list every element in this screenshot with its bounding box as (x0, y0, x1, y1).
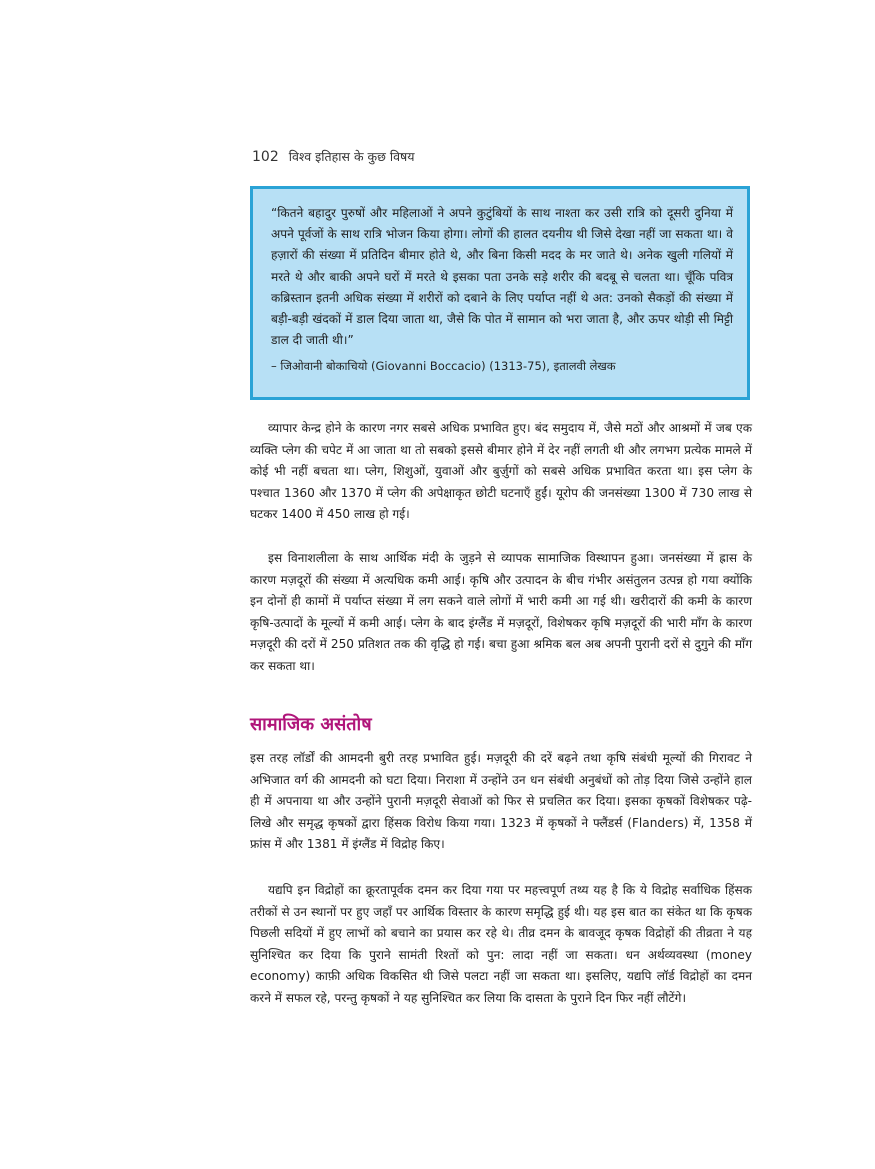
quote-attribution: – जिओवानी बोकाचियो (Giovanni Boccacio) (1313-75), इतालवी लेखक (271, 359, 616, 374)
book-title: विश्व इतिहास के कुछ विषय (288, 149, 415, 164)
page-header (252, 148, 752, 168)
body-paragraph-1: व्यापार केन्द्र होने के कारण नगर सबसे अधिक प्रभावित हुए। बंद समुदाय में, जैसे मठों और आश्रमों में जब एक व्यक्ति प्लेग की चपेट में आ जाता था तो सबको इससे बीमार होने में देर नहीं लगती थी और लगभग प्रत्येक मामले में कोई भी नहीं बचता था। प्लेग, शिशुओं, युवाओं और बुर्ज़ुगों को सबसे अधिक प्रभावित करता था। इस प्लेग के पश्चात 1360 और 1370 में प्लेग की अपेक्षाकृत छोटी घटनाएँ हुईं। यूरोप की जनसंख्या 1300 में 730 लाख से घटकर 1400 में 450 लाख हो गई। (250, 421, 752, 522)
quote-box (250, 186, 750, 400)
body-paragraph-2: इस विनाशलीला के साथ आर्थिक मंदी के जुड़ने से व्यापक सामाजिक विस्थापन हुआ। जनसंख्या में ह्रास के कारण मज़दूरों की संख्या में अत्यधिक कमी आई। कृषि और उत्पादन के बीच गंभीर असंतुलन उत्पन्न हो गया क्योंकि इन दोनों ही कामों में पर्याप्त संख्या में लग सकने वाले लोगों में भारी कमी आ गई थी। खरीदारों की कमी के कारण कृषि-उत्पादों के मूल्यों में कमी आई। प्लेग के बाद इंग्लैंड में मज़दूरों, विशेषकर कृषि मज़दूरों की भारी माँग के कारण मज़दूरी की दरों में 250 प्रतिशत तक की वृद्धि हो गई। बचा हुआ श्रमिक बल अब अपनी पुरानी दरों से दुगुने की माँग कर सकता था। (250, 551, 752, 673)
section-heading: सामाजिक असंतोष (250, 714, 372, 735)
quote-text: “कितने बहादुर पुरुषों और महिलाओं ने अपने कुटुंबियों के साथ नाश्ता कर उसी रात्रि को दूसरी दुनिया में अपने पूर्वजों के साथ रात्रि भोजन किया होगा। लोगों की हालत दयनीय थी जिसे देखा नहीं जा सकता था। वे हज़ारों की संख्या में प्रतिदिन बीमार होते थे, और बिना किसी मदद के मर जाते थे। अनेक खुली गलियों में मरते थे और बाकी अपने घरों में मरते थे इसका पता उनके सड़े शरीर की बदबू से चलता था। चूँकि पवित्र कब्रिस्तान इतनी अधिक संख्या में शरीरों को दबाने के लिए पर्याप्त नहीं थे अत: उनको सैकड़ों की संख्या में बड़ी-बड़ी खंदकों में डाल दिया जाता था, जैसे कि पोत में सामान को भरा जाता है, और ऊपर थोड़ी सी मिट्टी डाल दी जाती थी।” (271, 206, 733, 348)
section-paragraph-1: इस तरह लॉर्डों की आमदनी बुरी तरह प्रभावित हुई। मज़दूरी की दरें बढ़ने तथा कृषि संबंधी मूल्यों की गिरावट ने अभिजात वर्ग की आमदनी को घटा दिया। निराशा में उन्होंने उन धन संबंधी अनुबंधों को तोड़ दिया जिसे उन्होंने हाल ही में अपनाया था और उन्होंने पुरानी मज़दूरी सेवाओं को फिर से प्रचलित कर दिया। इसका कृषकों विशेषकर पढ़े-लिखे और समृद्ध कृषकों द्वारा हिंसक विरोध किया गया। 1323 में कृषकों ने फ्लैंडर्स (Flanders) में, 1358 में फ्रांस में और 1381 में इंग्लैंड में विद्रोह किए। (250, 751, 752, 852)
page-number: 102 (252, 149, 279, 165)
section-paragraph-2: यद्यपि इन विद्रोहों का क्रूरतापूर्वक दमन कर दिया गया पर महत्त्वपूर्ण तथ्य यह है कि ये विद्रोह सर्वाधिक हिंसक तरीकों से उन स्थानों पर हुए जहाँ पर आर्थिक विस्तार के कारण समृद्धि हुई थी। यह इस बात का संकेत था कि कृषक पिछली सदियों में हुए लाभों को बचाने का प्रयास कर रहे थे। तीव्र दमन के बावजूद कृषक विद्रोहों की तीव्रता ने यह सुनिश्चित कर दिया कि पुराने सामंती रिश्तों को पुन: लादा नहीं जा सकता। धन अर्थव्यवस्था (money economy) काफ़ी अधिक विकसित थी जिसे पलटा नहीं जा सकता था। इसलिए, यद्यपि लॉर्ड विद्रोहों का दमन करने में सफल रहे, परन्तु कृषकों ने यह सुनिश्चित कर लिया कि दासता के पुराने दिन फिर नहीं लौटेंगे। (250, 883, 752, 1005)
